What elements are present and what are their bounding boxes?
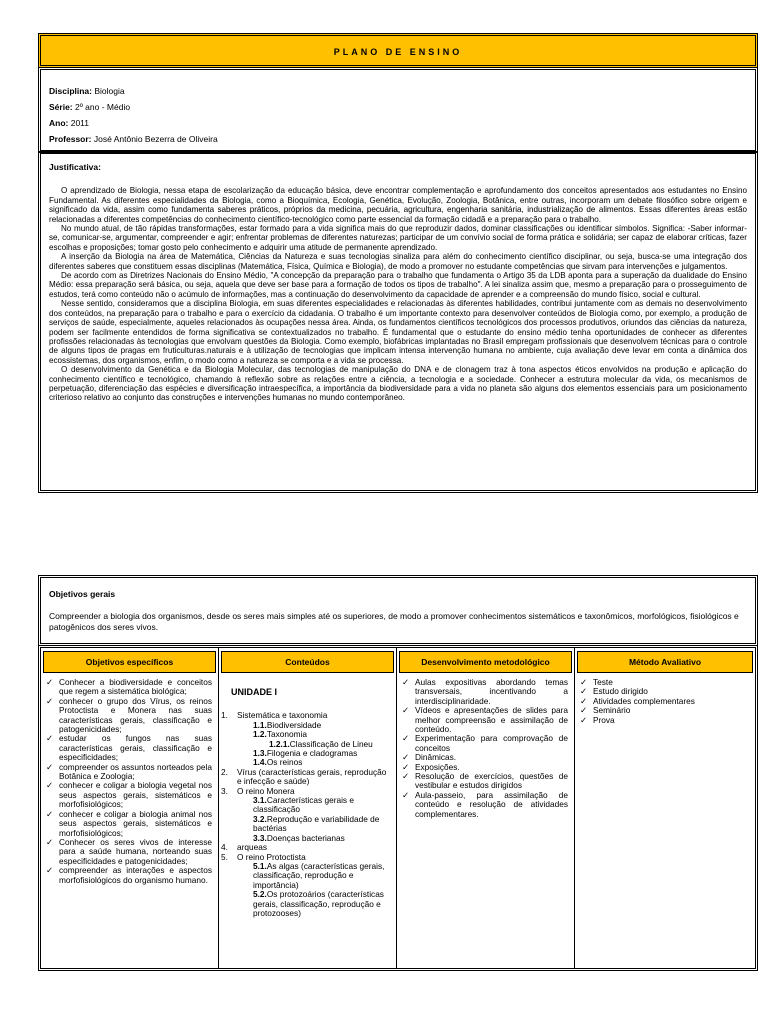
teacher-row	[49, 134, 218, 144]
list-item	[401, 734, 568, 753]
year-label: Ano:	[49, 118, 69, 128]
check-icon: ✓	[402, 771, 409, 782]
discipline-row	[49, 86, 125, 96]
list-item-text: estudar os fungos nas suas características gerais, classificação e especificidades;	[59, 733, 212, 763]
check-icon: ✓	[46, 865, 53, 876]
check-icon: ✓	[46, 780, 53, 791]
list-item	[401, 791, 568, 819]
check-icon: ✓	[580, 714, 587, 725]
content-subtopic: 5.2.Os protozoários (características gerais, classificação, reprodução e protozooses)	[253, 889, 384, 918]
list-item-text: Estudo dirigido	[593, 686, 648, 697]
list-item-text: Resolução de exercícios, questões de vestibular e estudos dirigidos	[415, 771, 568, 791]
content-subtopic: 1.3.Filogenia e cladogramas	[253, 748, 358, 759]
discipline-value: Biologia	[91, 86, 125, 96]
year-value: 2011	[68, 118, 89, 128]
list-item	[401, 678, 568, 706]
check-icon: ✓	[46, 836, 53, 847]
contents-column	[219, 648, 397, 968]
general-objectives-text: Compreender a biologia dos organismos, desde os seres mais simples até os superiores, de modo a promover conhecimentos sistemáticos e taxonômicos, morfológicos, fisiológicos e patogênicos dos seres vivos.	[49, 611, 739, 632]
course-info-box	[38, 67, 758, 153]
list-item-text: Dinâmicas.	[415, 752, 457, 763]
check-icon: ✓	[402, 733, 409, 744]
evaluation-header: Método Avaliativo	[577, 651, 753, 673]
check-icon: ✓	[580, 686, 587, 697]
content-topic: 5. O reino Protoctista	[221, 851, 306, 862]
plan-title: PLANO DE ENSINO	[333, 47, 463, 57]
methodology-list	[401, 678, 568, 819]
check-icon: ✓	[46, 677, 53, 687]
specific-objectives-header: Objetivos específicos	[43, 651, 216, 673]
list-item-text: Experimentação para comprovação de conceitos	[415, 733, 568, 753]
specific-objectives-list	[45, 678, 212, 885]
list-item-text: Conhecer a biodiversidade e conceitos que regem a sistemática biológica;	[59, 677, 212, 697]
list-item	[45, 678, 212, 697]
list-item	[45, 781, 212, 809]
content-topic: 4. arqueas	[221, 842, 267, 853]
list-item-text: Prova	[593, 714, 615, 725]
evaluation-list	[579, 678, 749, 725]
grade-row	[49, 102, 130, 112]
list-item	[45, 763, 212, 782]
list-item-text: Teste	[593, 677, 613, 687]
justification-paragraph: A inserção da Biologia na área de Matemática, Ciências da Natureza e suas tecnologias sinaliza para além do conhecimento científico disciplinar, ou seja, busca-se uma integração dos diferentes saberes que constituem essas disciplinas (Matemática, Física, Química e Biologia), de modo a promover no estudante competências que sirvam para intervenções e julgamentos.	[49, 252, 747, 271]
list-item-text: compreender os assuntos norteados pela Botânica e Zoologia;	[59, 761, 212, 782]
list-item	[45, 866, 212, 885]
check-icon: ✓	[46, 761, 53, 772]
grade-value: 2º ano - Médio	[72, 102, 131, 112]
methodology-column	[397, 648, 575, 968]
list-item-text: conhecer e coligar a biologia vegetal nos seus aspectos gerais, sistemáticos e morfofisiológicos;	[59, 780, 212, 810]
list-item	[45, 838, 212, 866]
content-topic: 3. O reino Monera	[221, 785, 295, 796]
list-item	[401, 772, 568, 791]
check-icon: ✓	[580, 695, 587, 706]
check-icon: ✓	[402, 752, 409, 763]
list-item	[401, 706, 568, 734]
check-icon: ✓	[402, 761, 409, 772]
content-topic: 2. Vírus (características gerais, reprodução e infecção e saúde)	[221, 766, 387, 787]
content-subtopic: 1.4.Os reinos	[253, 757, 303, 768]
content-subtopic: 1.2.Taxonomia	[253, 729, 307, 740]
list-item-text: Atividades complementares	[593, 695, 695, 706]
general-objectives-box	[38, 575, 758, 646]
list-item-text: Vídeos e apresentações de slides para melhor compreensão e assimilação de conteúdo.	[415, 705, 568, 735]
evaluation-column	[575, 648, 755, 968]
plan-table	[38, 645, 758, 971]
teacher-label: Professor:	[49, 134, 92, 144]
list-item	[45, 734, 212, 762]
discipline-label: Disciplina:	[49, 86, 92, 96]
contents-list	[221, 678, 390, 918]
content-subtopic: 5.1.As algas (características gerais, classificação, reprodução e importância)	[253, 860, 385, 890]
list-item-text: Aula-passeio, para assimilação de conteúdo e resolução de atividades complementares.	[415, 789, 568, 819]
check-icon: ✓	[402, 789, 409, 800]
list-item-text: conhecer o grupo dos Vírus, os reinos Protoctista e Monera nas suas características gerais, classificação e patogenicidades;	[59, 695, 212, 735]
list-item-text: conhecer e coligar a biologia animal nos seus aspectos gerais, sistemáticos e morfofisiológicos;	[59, 808, 212, 838]
check-icon: ✓	[580, 705, 587, 716]
check-icon: ✓	[402, 705, 409, 716]
unit-title: UNIDADE I	[231, 687, 278, 697]
methodology-header: Desenvolvimento metodológico	[399, 651, 572, 673]
content-subtopic: 3.3.Doenças bacterianas	[253, 832, 345, 843]
plan-title-box	[38, 33, 758, 68]
check-icon: ✓	[46, 733, 53, 744]
list-item-text: Seminário	[593, 705, 631, 716]
list-item-text: compreender as interações e aspectos morfofisiológicos do organismo humano.	[59, 865, 212, 885]
justification-paragraph: No mundo atual, de tão rápidas transformações, estar formado para a vida significa mais do que reproduzir dados, dominar classificações ou identificar símbolos. Significa: -Saber informar-se, comunicar-se, argumentar, compreender e agir; enfrentar problemas de diferentes naturezas; participar de um convívio social de forma prática e solidária; ser capaz de elaborar críticas, fazer escolhas e proposições; tomar gosto pelo conhecimento e adquirir uma atitude de permanente aprendizado.	[49, 224, 747, 252]
content-topic: 1. Sistemática e taxonomia	[221, 710, 328, 721]
list-item	[45, 697, 212, 735]
specific-objectives-column	[41, 648, 219, 968]
justification-title: Justificativa:	[49, 162, 101, 172]
justification-paragraph: O aprendizado de Biologia, nessa etapa de escolarização da educação básica, deve encontrar complementação e aprofundamento dos conceitos apresentados aos estudantes no Ensino Fundamental. As diferentes especialidades da Biologia, como a Bioquímica, Ecologia, Genética, Evolução, Zoologia, Botânica, entre outras, incorporam um debate filosófico sobre origem e significado da vida, assim como fundamenta saberes práticos, próprios da medicina, pecuária, agricultura, engenharia sanitária, industrialização de alimentos. Essas diferentes áreas estão relacionadas a diferentes competências do conhecimento científico-tecnológico como parte essencial da formação cidadã e a preparação para o trabalho.	[49, 186, 747, 224]
year-row	[49, 118, 89, 128]
content-subtopic: 3.2.Reprodução e variabilidade de bactérias	[253, 813, 380, 834]
justification-paragraph: O desenvolvimento da Genética e da Biologia Molecular, das tecnologias de manipulação do DNA e de clonagem traz à tona aspectos éticos envolvidos na produção e aplicação do conhecimento científico e tecnológico, chamando à reflexão sobre as relações entre a ciência, a tecnologia e a sociedade. Conhecer a estrutura molecular da vida, os mecanismos de perpetuação, diferenciação das espécies e diversificação intraespecífica, a importância da biodiversidade para a vida no planeta são alguns dos elementos essenciais para um posicionamento criterioso relativo ao conjunto das construções e intervenções humanas no mundo contemporâneo.	[49, 365, 747, 403]
grade-label: Série:	[49, 102, 73, 112]
content-subtopic: 1.1.Biodiversidade	[253, 719, 322, 730]
check-icon: ✓	[46, 808, 53, 819]
check-icon: ✓	[580, 677, 587, 687]
justification-box	[38, 151, 758, 493]
list-item	[45, 810, 212, 838]
list-item-text: Aulas expositivas abordando temas transversais, incentivando a interdisciplinaridade.	[415, 677, 568, 706]
justification-paragraph: Nesse sentido, consideramos que a disciplina Biologia, em suas diferentes especialidades e relacionadas às diferentes habilidades, contribui juntamente com as demais no desenvolvimento dos conteúdos, na preparação para o trabalho e para o exercício da cidadania. O trabalho é um importante contexto para desenvolver conteúdos de Biologia como, por exemplo, a produção de serviços de saúde, especialmente, aqueles relacionados às ocupações nessa área. Ainda, os fundamentos científicos tecnológicos dos processos produtivos, oriundos das ciências da natureza, podem ser facilmente entendidos de forma significativa se contextualizados no trabalho. É fundamental que o estudante do ensino médio tenha oportunidades de conhecer as diferentes profissões relacionadas às tecnologias que envolvam questões da Biologia. Como exemplo, biofábricas implantadas no Brasil empregam profissionais que desenvolvem técnicas para o controle de alguns tipos de pragas em fruticulturas.naturais e à utilização de tecnologias que implicam intensa intervenção humana no ambiente, cuja avaliação deve levar em conta a dinâmica dos ecossistemas, dos organismos, enfim, o modo como a natureza se comporta e a vida se processa.	[49, 299, 747, 365]
contents-header: Conteúdos	[221, 651, 394, 673]
check-icon: ✓	[46, 695, 53, 706]
content-subtopic: 3.1.Características gerais e classificação	[253, 795, 354, 815]
general-objectives-title: Objetivos gerais	[49, 589, 116, 599]
check-icon: ✓	[402, 677, 409, 687]
list-item-text: Exposições.	[415, 761, 460, 772]
list-item-text: Conhecer os seres vivos de interesse para a saúde humana, norteando suas especificidades e patogenicidades;	[59, 836, 212, 866]
content-subtopic: 1.2.1.Classificação de Lineu	[269, 738, 373, 749]
justification-paragraph: De acordo com as Diretrizes Nacionais do Ensino Médio, "A concepção da preparação para o trabalho que fundamenta o Artigo 35 da LDB aponta para a superação da dualidade do Ensino Médio: essa preparação será básica, ou seja, aquela que deve ser base para a formação de todos os tipos de trabalho". A lei sinaliza assim que, mesmo a preparação para o prosseguimento de estudos, terá como conteúdo não o acúmulo de informações, mas a continuação do desenvolvimento da capacidade de aprender e a compreensão do mundo físico, social e cultural.	[49, 271, 747, 299]
teacher-value: José Antônio Bezerra de Oliveira	[91, 134, 218, 144]
list-item	[579, 716, 749, 725]
